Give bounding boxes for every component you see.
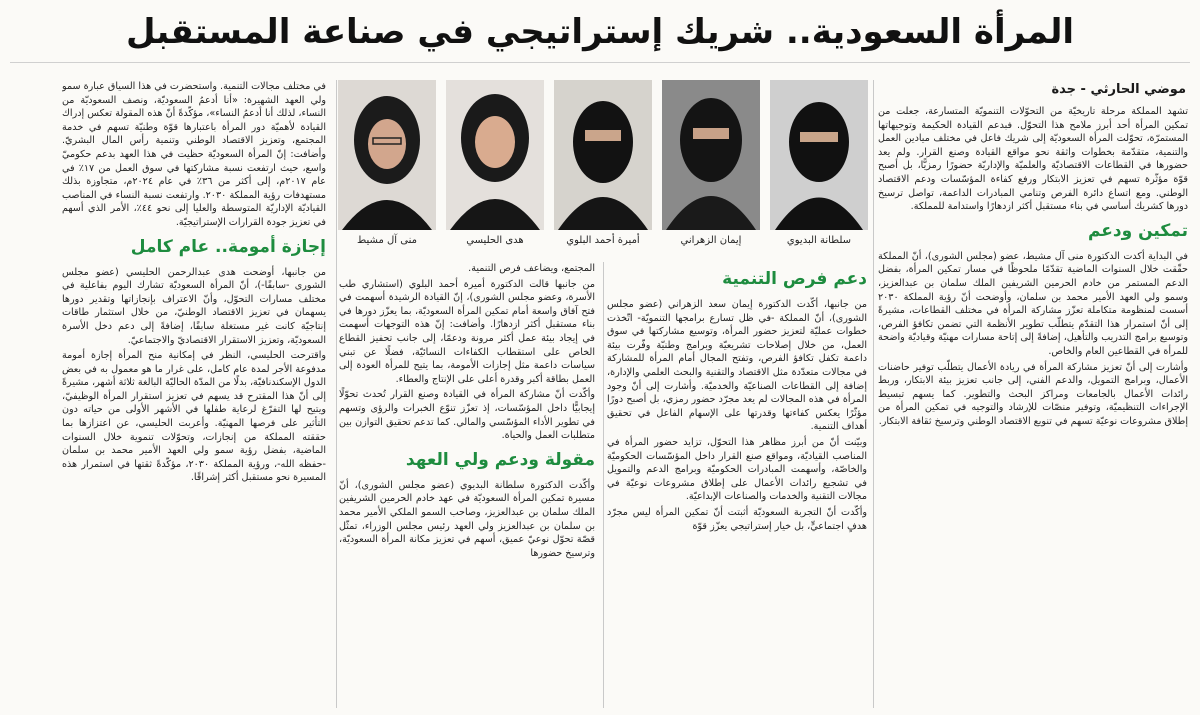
article-headline: المرأة السعودية.. شريك إستراتيجي في صناعة المستقبل: [125, 12, 1075, 52]
veiled-woman-portrait-icon: [770, 80, 868, 230]
paragraph: وبيّنت أنّ من أبرز مظاهر هذا التحوّل، تزايد حضور المرأة في المناصب القياديّة، ومواقع صنع القرار داخل المؤسّسات الحكوميّة والخاصّة، وأسهمت المبادرات الحكوميّة وبرامج الدعم والتمويل في تشجيع رائدات الأعمال على إطلاق مشروعات نوعيّة في مجالات التقنية والخدمات والصناعات الإبداعيّة.: [607, 436, 867, 503]
photo-row: [342, 80, 868, 260]
paragraph: في مختلف مجالات التنمية. واستحضرت في هذا السياق عبارة سمو ولي العهد الشهيرة: «أنا أدعمُ السعوديّة، ونصف السعوديّة من النساء، لذلك أنا أدعمُ النساء»، مؤكّدةً أنّ هذه المقولة تعكس إدراك القيادة لأهميّة دور المرأة باعتبارها قوّة وطنيّة تسهم في خدمة المجتمع، وتعزيز الاقتصاد الوطني وتنمية رأس المال البشريّ. وأضافت: إنّ المرأة السعوديّة حظيت في هذا العهد بدعم حكوميّ واسع، حيث ارتفعت نسبة مشاركتها في سوق العمل من ١٧٪ في عام ٢٠١٧م، إلى أكثر من ٣٦٪ في عام ٢٠٢٤م، متجاوزة بذلك مستهدفات رؤية المملكة ٢٠٣٠. وارتفعت نسبة النساء في المناصب القياديّة الإداريّة المتوسطة والعليا إلى نحو ٤٤٪، الأمر الذي أسهم في تعزيز جودة القرارات الإستراتيجيّة.: [62, 81, 326, 228]
column-divider: [603, 262, 604, 708]
article-column-4: [62, 80, 326, 707]
photo-caption: أميرة أحمد البلوي: [566, 235, 640, 246]
byline: موضي الحارثي - جدة: [1051, 82, 1186, 97]
veiled-woman-portrait-icon: [554, 80, 652, 230]
paragraph: وأكّدت أنّ التجربة السعوديّة أثبتت أنّ تمكين المرأة ليس مجرّد هدفٍ اجتماعيٍّ، بل خيار إستراتيجي يعزّز قوّة: [607, 506, 867, 532]
paragraph: في البداية أكدت الدكتورة منى آل مشيط، عضو (مجلس الشورى)، أنّ المملكة حقّقت خلال السنوات الماضية تقدّمًا ملحوظًا في مسار تمكين المرأة، بفضل الدعم المستمر من خادم الحرمين الشريفين الملك سلمان بن عبدالعزيز، وسمو ولي العهد الأمير محمد بن سلمان، وأوضحت أنّ رؤية المملكة ٢٠٣٠ أسست لمنظومة متكاملة تعزّز مشاركة المرأة في مختلف القطاعات، مشيرةً إلى أنّ استمرار هذا التقدّم يتطلّب تطوير الأنظمة التي تضمن تكافؤ الفرص، وتوسيع برامج التدريب والتأهيل، إضافةً إلى إتاحة مسارات مهنيّة وقياديّة واضحة للمرأة في القطاعين العام والخاص.: [878, 250, 1188, 357]
subheading: إجازة أمومة.. عام كامل: [130, 236, 326, 257]
paragraph: من جانبها، أكّدت الدكتورة إيمان سعد الزهراني (عضو مجلس الشورى)، أنّ المملكة -في ظل تسارع برامجها التنمويّة- اتّخذت خطوات عمليّة لتعزيز حضور المرأة، وتوسيع مشاركتها في سوق العمل، من خلال إصلاحات تشريعيّة وبرامج وطنيّة وفّرت بيئة داعمة تكفل تكافؤ الفرص، وتفتح المجال أمام المرأة للمشاركة في مجالات متعدّدة مثل الاقتصاد والتقنية والبحث العلمي والإدارة، إضافة إلى القطاعات الصناعيّة والخدميّة. وأشارت إلى أنّ وجود المرأة في هذه المجالات لم يعد مجرّد حضور رمزي، بل أصبح دورًا مؤثّرًا يعكس كفاءتها وقدرتها على الإسهام الفاعل في تحقيق أهداف التنمية.: [607, 299, 867, 433]
woman-portrait-icon: [338, 80, 436, 230]
intro-paragraph: تشهد المملكة مرحلة تاريخيّة من التحوّلات التنمويّة المتسارعة، جعلت من تمكين المرأة أحد أبرز ملامح هذا التحوّل. فبدعم القيادة الحكيمة وتوجيهاتها المستمرّة، تحوّلت المرأة السعوديّة إلى شريك فاعل في مختلف ميادين العمل والتنمية، متقدّمة بخطوات واثقة نحو مواقع القيادة وصنع القرار. ولم يعد حضورها في القطاعات الاقتصاديّة والعلميّة والإداريّة حضورًا رمزيًّا، بل أصبح قوّة مؤثّرة تسهم في تعزيز الابتكار ورفع كفاءة المؤسّسات ودعم الاقتصاد الوطني. ومع اتساع دائرة الفرص وتنامي المبادرات الداعمة، تواصل ترسيخ دورها كشريك أساسي في بناء مستقبل أكثر ازدهارًا واستدامة للمملكة.: [878, 106, 1188, 213]
article-column-2: [607, 262, 867, 707]
paragraph: من جانبها، أوضحت هدى عبدالرحمن الحليسي (عضو مجلس الشورى -سابقًا-)، أنّ المرأة السعوديّة تشارك اليوم بفاعلية في مختلف مسارات التحوّل، وأنّ الاعتراف بإنجازاتها وتقدير دورها يسهمان في تعزيز الاقتصاد الوطنيّ، من خلال استثمار طاقات إنتاجيّة كانت غير مستغلة سابقًا، إضافةً إلى دعم دخل الأسرة السعوديّة، وتعزيز الاستقرار الاقتصاديّ والاجتماعيّ.: [62, 266, 326, 346]
paragraph: وأكّدت أنّ مشاركة المرأة في القيادة وصنع القرار تُحدث تحوّلًا إيجابيًّا داخل المؤسّسات، إذ تعزّز تنوّع الخبرات والرؤى وتسهم في تطوير الأداء المؤسّسي والمالي. كما تدعم تحقيق التوازن بين متطلبات العمل والحياة.: [339, 389, 595, 442]
woman-portrait-icon: [446, 80, 544, 230]
veiled-woman-portrait-icon: [662, 80, 760, 230]
paragraph: وأشارت إلى أنّ تعزيز مشاركة المرأة في ريادة الأعمال يتطلّب توفير حاضنات الأعمال، وبرامج التمويل، والدعم الفني، إلى جانب تعزيز بيئة الابتكار، وربط رائدات الأعمال بالجامعات ومراكز البحث والتطوير. كما يسهم تبسيط الإجراءات التنظيميّة، وتوفير منصّات للإرشاد والتوجيه في تمكين المرأة من إطلاق مشروعات نوعيّة تسهم في تنويع الاقتصاد الوطني وترسيخ ثقافة الابتكار.: [878, 361, 1188, 427]
paragraph: من جانبها قالت الدكتورة أميرة أحمد البلوي (استشاري طب الأسرة، وعضو مجلس الشورى)، إنّ القيادة الرشيدة أسهمت في فتح آفاق واسعة أمام تمكين المرأة السعوديّة، بما يعزّز دورها في بناء مستقبل أكثر ازدهارًا. وأضافت: إنّ هذه التوجهات أسهمت في إيجاد بيئة عمل أكثر مرونة ودعمًا، إلى جانب تحفيز القطاع الخاص على استقطاب الكفاءات النسائيّة، فضلًا عن تبني سياسات داعمة مثل إجازات الأمومة، بما يتيح للمرأة العودة إلى العمل بطاقة أكبر وقدرة أعلى على الإنتاج والعطاء.: [339, 278, 595, 385]
subheading: مقولة ودعم ولي العهد: [405, 449, 595, 470]
column-divider: [336, 80, 337, 708]
headline-rule: [10, 62, 1190, 63]
paragraph: واقترحت الحليسي، النظر في إمكانية منح المرأة إجازة أمومة مدفوعة الأجر لمدة عام كامل، على غرار ما هو معمول به في بعض الدول الإسكندنافيّة، بدلًا من المدّة الحاليّة البالغة ثلاثة أشهر، مشيرةً إلى أنّ هذا المقترح قد يسهم في تعزيز استقرار المرأة الوظيفيّ، ويتيح لها التفرّغ لرعاية طفلها في الأشهر الأولى من حياته دون التأثير على فرصها المهنيّة. وأعربت الحليسي، عن اعتزازها بما حققته المملكة من إنجازات، وتحوّلات تنموية خلال السنوات الماضية، بفضل رؤية سمو ولي العهد الأمير محمد بن سلمان -حفظه الله-، ورؤية المملكة ٢٠٣٠، مؤكّدةً ثقتها في استمرار هذه المسيرة نحو مستقبل أكثر إشراقًا.: [62, 350, 326, 484]
photo-caption: إيمان الزهراني: [680, 235, 742, 246]
paragraph: وأكّدت الدكتورة سلطانة البديوي (عضو مجلس الشورى)، أنّ مسيرة تمكين المرأة السعوديّة في عهد خادم الحرمين الشريفين الملك سلمان بن عبدالعزيز، وصاحب السمو الملكي الأمير محمد بن سلمان بن عبدالعزيز ولي العهد رئيس مجلس الوزراء، تمثّل قصّة تحوّل نوعيّ عميق، أسهم في تعزيز مكانة المرأة السعوديّة، وترسيخ حضورها: [339, 479, 595, 559]
article-column-1: [878, 105, 1188, 705]
column-divider: [873, 80, 874, 708]
subheading: تمكين ودعم: [1087, 220, 1188, 241]
subheading: دعم فرص التنمية: [722, 269, 867, 289]
paragraph: المجتمع، ويضاعف فرص التنمية.: [468, 263, 595, 274]
photo-caption: منى آل مشيط: [357, 235, 417, 246]
article-column-3: [339, 262, 595, 707]
photo-caption: هدى الحليسي: [466, 235, 524, 246]
photo-caption: سلطانة البديوي: [786, 235, 852, 246]
